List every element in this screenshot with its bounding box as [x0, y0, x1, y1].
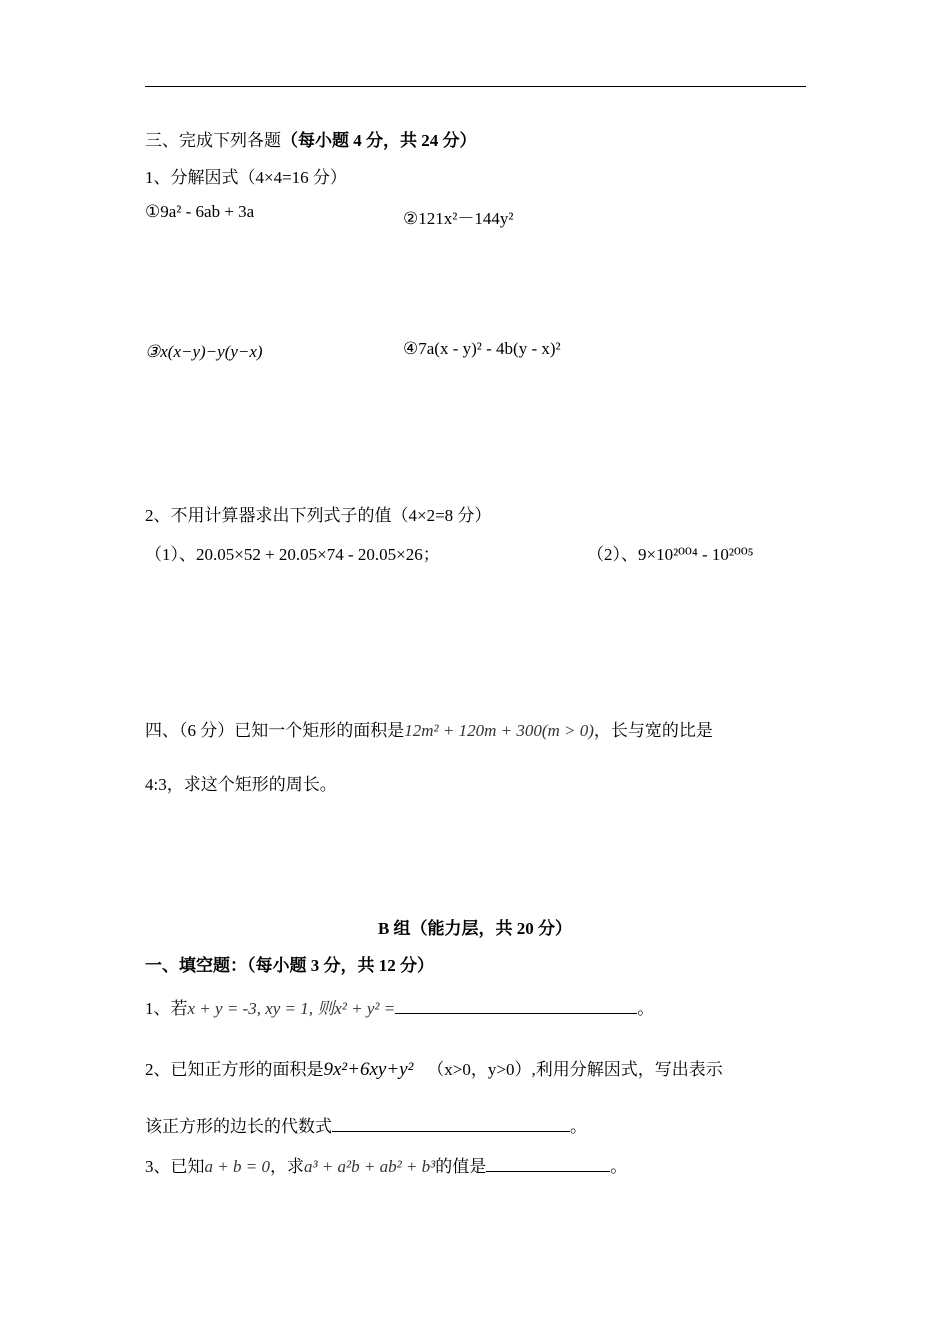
groupB-q2-answer-blank[interactable]	[332, 1130, 570, 1132]
groupB-q2-line2-text: 该正方形的边长的代数式	[145, 1117, 332, 1136]
q2-title: 2、不用计算器求出下列式子的值（4×2=8 分）	[145, 506, 492, 525]
groupB-q3	[145, 1152, 627, 1177]
groupB-q3-mid: ，求	[269, 1157, 304, 1176]
groupB-q2-prefix: 2、已知正方形的面积是	[145, 1060, 324, 1079]
section3-heading-plain: 三、完成下列各题	[145, 131, 281, 150]
groupB-part1-heading: 一、填空题：（每小题 3 分，共 12 分）	[145, 956, 434, 975]
groupB-q3-prefix: 3、已知	[145, 1157, 205, 1176]
groupB-q1-formula: x + y = -3, xy = 1, 则x² + y² =	[187, 999, 396, 1018]
q2-item-1: （1）、20.05×52 + 20.05×74 - 20.05×26；	[145, 545, 440, 564]
groupB-q2-suffix: （x>0，y>0）,利用分解因式，写出表示	[427, 1060, 723, 1079]
groupB-q3-cond: a + b = 0	[204, 1157, 270, 1176]
groupB-q2-end: 。	[570, 1117, 587, 1136]
groupB-q1-prefix: 1、若	[145, 999, 188, 1018]
section3-heading-bold: （每小题 4 分，共 24 分）	[281, 131, 477, 150]
groupB-q1-answer-blank[interactable]	[395, 1012, 637, 1014]
groupB-q3-expr: a³ + a²b + ab² + b³	[303, 1157, 436, 1176]
q1-item-3: ③x(x−y)−y(y−x)	[145, 342, 263, 361]
top-rule	[145, 86, 806, 87]
section4-text-before: 四、（6 分）已知一个矩形的面积是	[145, 721, 405, 740]
groupB-q2-line2	[145, 1112, 587, 1137]
section4-formula: 12m² + 120m + 300(m > 0)	[404, 721, 594, 740]
groupB-title: B 组（能力层，共 20 分）	[377, 919, 573, 938]
q1-item-4: ④7a(x - y)² - 4b(y - x)²	[403, 339, 561, 358]
q1-title: 1、分解因式（4×4=16 分）	[145, 168, 347, 187]
groupB-q1-end: 。	[637, 999, 655, 1018]
groupB-q3-answer-blank[interactable]	[486, 1170, 610, 1172]
groupB-q1	[145, 994, 654, 1019]
groupB-q2-formula: 9x²+6xy+y²	[323, 1059, 414, 1080]
section3-heading	[145, 126, 477, 151]
groupB-q3-suffix: 的值是	[435, 1157, 487, 1176]
q2-item-2: （2）、9×10²⁰⁰⁴ - 10²⁰⁰⁵	[587, 545, 754, 564]
q1-item-2: ②121x²－144y²	[403, 209, 514, 228]
groupB-q2	[145, 1055, 723, 1081]
groupB-q3-end: 。	[610, 1157, 628, 1176]
section4-line2: 4:3，求这个矩形的周长。	[145, 775, 337, 794]
section4-text-after: ，长与宽的比是	[593, 721, 713, 740]
q1-item-1: ①9a² - 6ab + 3a	[145, 202, 255, 221]
section4-line1	[145, 716, 713, 741]
